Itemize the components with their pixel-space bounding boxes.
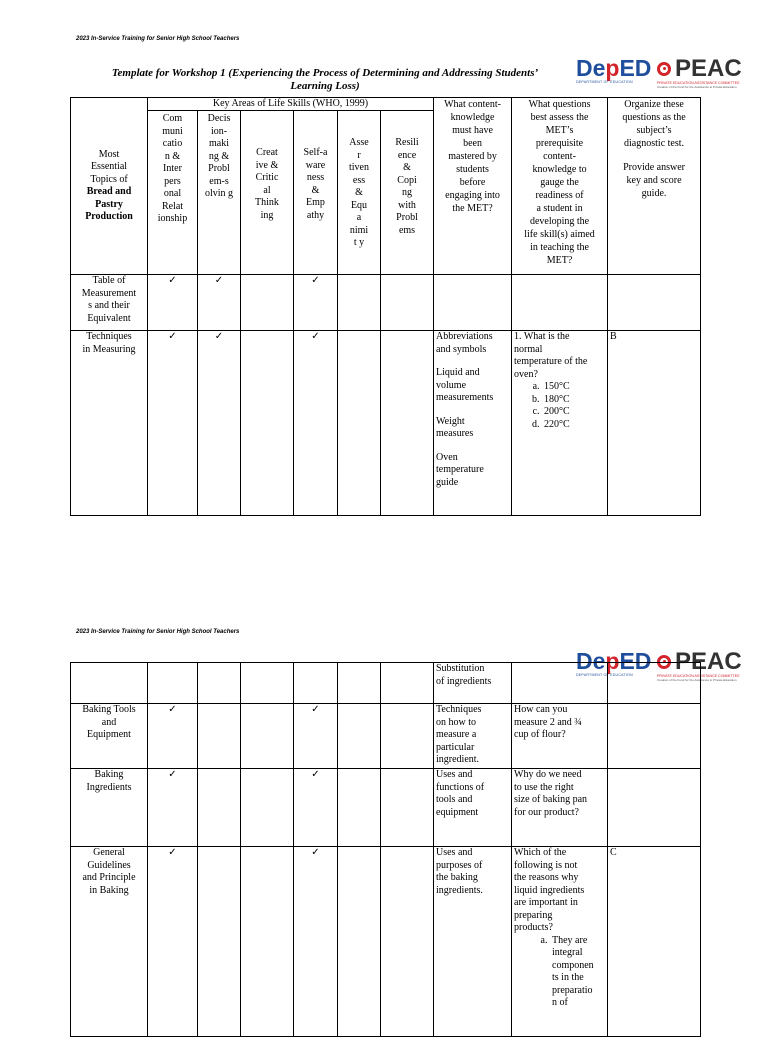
text-line: General [93,847,125,858]
check-mark-icon: ✓ [214,331,224,342]
text-line: size of baking pan [514,794,588,805]
text-line: What questions [528,99,591,110]
text-line: Com [162,113,183,124]
spacer [436,405,509,416]
check-cell-decision-making [198,847,241,1037]
question-cell [512,275,608,331]
text-line: MET? [546,255,573,266]
peac-mark-icon [657,62,671,76]
check-mark-icon: ✓ [168,704,177,715]
check-cell-assertiveness [338,275,381,331]
check-mark-icon: ✓ [168,275,177,286]
question-cell [512,769,608,847]
text-line: Why do we need [514,769,582,780]
check-cell-self-awareness [294,769,338,847]
option-item: c. 200°C [542,406,605,419]
text-line: been [463,138,482,149]
text-line: ng [402,187,413,198]
header-skill-resilience [381,111,434,275]
question-cell [512,331,608,516]
check-cell-communication [148,663,198,704]
title-line-1: Template for Workshop 1 (Experiencing the Process of Determining and Addressing Students’ [111,67,539,79]
text-line: r [357,149,361,161]
text-line: ess [352,174,366,186]
text-line: measurements [436,392,494,403]
content-knowledge-cell [434,275,512,331]
check-mark-icon: ✓ [311,331,320,342]
text-line: componen [552,959,594,971]
text-line: readiness of [535,190,584,201]
text-line: to use the right [514,781,574,793]
check-cell-decision-making [198,275,241,331]
text-line: & [311,184,320,196]
document-title [70,67,580,93]
text-line: oven? [514,368,538,380]
text-line: preparatio [552,984,593,996]
text-line: Baking [94,769,124,780]
answer-key-cell [608,663,701,704]
text-line: integral [552,947,583,958]
text-line: Equivalent [87,312,131,324]
text-line: equipment [436,806,479,818]
peac-logo: PEAC PRIVATE EDUCATION ASSISTANCE COMMITTEE Creation of the Fund for the Assistance to Private Education [657,55,742,89]
header-topics [71,98,148,275]
text-line: ng & [208,150,230,162]
text-line: and [101,716,117,728]
check-cell-creative-thinking [241,331,294,516]
check-cell-assertiveness [338,847,381,1037]
check-mark-icon: ✓ [311,769,320,780]
header-content-knowledge [434,98,512,275]
text-line: measure a [436,729,477,740]
spacer [610,150,698,161]
text-line: ems [398,224,416,236]
text-line: Techniques [436,704,482,715]
text-line: key and score [626,175,682,186]
question-cell [512,847,608,1037]
text-line: Resili [395,137,419,148]
text-line: content- [543,151,576,162]
header-organize [608,98,701,275]
text-line: must have [452,125,493,136]
text-line: ts in the [552,972,584,983]
content-knowledge-cell [434,847,512,1037]
text-line: olvin g [204,188,234,199]
text-line: pers [164,175,181,187]
text-line: muni [162,125,183,137]
text-line: Uses and [436,847,473,858]
text-line: for our product? [514,806,579,818]
text-line: Uses and [436,769,473,780]
text-line: catio [162,138,183,149]
life-skills-table-page1 [70,97,701,516]
check-mark-icon: ✓ [168,331,177,342]
text-line: Organize these [624,99,684,110]
text-line: knowledge to [532,164,587,175]
text-line: students [456,164,489,175]
text-line: ion- [210,125,228,137]
content-knowledge-cell [434,704,512,769]
text-line: and symbols [436,343,487,355]
text-line: Baking Tools [82,704,136,715]
text-line: before [459,177,486,188]
check-cell-resilience [381,769,434,847]
header-skill-decision-making [198,111,241,275]
text-line: prerequisite [535,138,584,149]
text-line: the baking [436,872,478,883]
content-knowledge-cell [434,769,512,847]
text-line: Abbreviations [436,331,493,342]
header-skill-assertiveness [338,111,381,275]
check-mark-icon: ✓ [311,275,320,286]
text-line: developing the [529,216,590,227]
check-cell-decision-making [198,769,241,847]
text-line: of ingredients [436,675,492,687]
text-line: liquid ingredients [514,884,585,896]
text-line: measures [436,428,474,439]
check-mark-icon: ✓ [311,847,320,858]
check-mark-icon: ✓ [214,275,224,286]
answer-key-cell: C [608,847,701,1037]
text-line: n & [164,150,181,162]
text-line: al [263,184,271,196]
text-line: Critic [255,172,279,183]
text-line: ence [397,149,417,161]
peac-logo-2: PEAC PRIVATE EDUCATION ASSISTANCE COMMITTEE Creation of the Fund for the Assistance to Private Education [657,648,742,682]
page-header-training-2: 2023 In-Service Training for Senior High School Teachers [76,629,240,635]
text-line: em-s [209,175,229,187]
text-line: Think [255,197,279,208]
answer-key-cell [608,769,701,847]
text-line: Essential [90,161,128,172]
text-line: mastered by [448,151,497,162]
text-line: Oven [436,451,458,463]
text-line: Probl [396,212,418,223]
spacer [436,441,509,452]
text-line: Topics of [90,173,128,185]
text-line: Most [98,148,120,160]
text-line: Weight [436,415,465,427]
text-line: ing [260,209,274,221]
text-line: Equipment [87,729,131,740]
text-line: Production [85,211,133,222]
check-cell-decision-making [198,663,241,704]
text-line: a. They are [552,934,588,946]
text-line: best assess the [530,112,589,123]
text-line: temperature [436,464,484,475]
text-line: Equ [350,199,368,211]
text-line: Guidelines [87,859,131,871]
text-line: gauge the [540,177,579,188]
topic-cell [71,847,148,1037]
check-cell-resilience [381,331,434,516]
text-line: the reasons why [514,872,579,883]
text-line: Copi [397,174,417,186]
text-line: MET’s [545,125,574,136]
check-cell-communication [148,275,198,331]
topic-cell [71,663,148,704]
text-line: & [355,187,363,198]
text-line: questions as the [622,112,686,123]
text-line: Liquid and [436,367,480,378]
text-line: maki [209,138,229,149]
check-cell-communication [148,847,198,1037]
deped-logo: DepED DEPARTMENT OF EDUCATION [576,55,652,84]
header-skill-creative-thinking [241,111,294,275]
text-line: volume [436,379,467,391]
text-line: Ingredients [86,781,132,793]
check-cell-self-awareness [294,331,338,516]
text-line: tools and [436,794,473,805]
header-skill-self-awareness [294,111,338,275]
text-line: on how to [436,716,476,728]
text-line: How can you [514,704,568,715]
text-line: and Principle [82,872,136,883]
check-cell-assertiveness [338,704,381,769]
text-line: in teaching the [530,242,589,253]
topic-cell [71,704,148,769]
text-line: ive & [255,159,279,171]
check-cell-creative-thinking [241,847,294,1037]
option-item: a. 150°C [542,381,605,394]
option-item: d. 220°C [542,419,605,432]
life-skills-table-page2 [70,662,701,1037]
text-line: particular [436,741,475,753]
check-cell-assertiveness [338,663,381,704]
question-cell [512,663,608,704]
page-header-training: 2023 In-Service Training for Senior High School Teachers [76,36,240,42]
check-mark-icon: ✓ [311,704,320,715]
text-line: ness [306,172,325,183]
text-line: Self-a [303,147,328,158]
text-line: ionship [157,213,188,224]
text-line: athy [306,209,325,221]
header-questions [512,98,608,275]
text-line: n of [552,997,568,1008]
option-item: b. 180°C [542,394,605,407]
text-line: Probl [208,163,230,174]
topic-cell [71,275,148,331]
text-line: Emp [306,197,325,208]
check-cell-resilience [381,847,434,1037]
content-knowledge-cell [434,331,512,516]
text-line: Measurement [81,287,137,299]
check-cell-self-awareness [294,275,338,331]
check-cell-resilience [381,704,434,769]
answer-key-cell [608,275,701,331]
check-cell-self-awareness [294,663,338,704]
text-line: guide. [641,188,667,199]
text-line: What content- [444,99,501,110]
text-line: ingredients. [436,884,483,896]
text-line: temperature of the [514,356,588,367]
text-line: s and their [88,300,130,311]
answer-key-cell: B [608,331,701,516]
check-cell-creative-thinking [241,663,294,704]
check-cell-self-awareness [294,704,338,769]
answer-options [514,935,605,1010]
text-line: products? [514,922,553,933]
text-line: subject’s [636,125,672,136]
check-cell-resilience [381,663,434,704]
text-line: in Baking [89,884,129,896]
text-line: Creat [256,147,278,158]
title-line-2: Learning Loss) [290,80,360,92]
question-cell [512,704,608,769]
text-line: in Measuring [82,343,136,355]
text-line: 1. What is the [514,331,570,342]
check-cell-assertiveness [338,769,381,847]
check-cell-decision-making [198,704,241,769]
check-cell-decision-making [198,331,241,516]
text-line: functions of [436,781,485,793]
text-line: following is not [514,859,578,871]
text-line: & [403,162,411,173]
text-line: purposes of [436,859,483,871]
text-line: with [398,199,416,211]
check-cell-assertiveness [338,331,381,516]
check-cell-communication [148,769,198,847]
text-line: ware [305,159,326,171]
text-line: Pastry [95,198,123,210]
text-line: measure 2 and ¾ [514,716,582,728]
deped-logo-2: DepED DEPARTMENT OF EDUCATION [576,648,652,677]
topic-cell [71,769,148,847]
answer-options [514,381,605,431]
text-line: a student in [536,203,583,214]
text-line: ingredient. [436,754,480,765]
text-line: nimi [349,224,369,236]
text-line: Substitution [436,663,485,674]
text-line: engaging into [445,190,500,201]
text-line: guide [436,476,459,488]
text-line: Inter [163,163,182,174]
spacer [436,356,509,367]
check-cell-creative-thinking [241,704,294,769]
text-line: diagnostic test. [624,138,685,149]
content-knowledge-cell [434,663,512,704]
text-line: Provide answer [623,162,685,173]
text-line: a [356,212,362,223]
text-line: t y [353,237,365,248]
answer-key-cell [608,704,701,769]
check-cell-resilience [381,275,434,331]
check-mark-icon: ✓ [168,847,177,858]
text-line: Asse [349,137,369,148]
text-line: Bread and [86,186,132,197]
text-line: Decis [207,113,231,124]
header-skill-communication [148,111,198,275]
text-line: Which of the [514,847,567,858]
check-cell-communication [148,331,198,516]
text-line: knowledge [450,112,495,123]
header-key-areas: Key Areas of Life Skills (WHO, 1999) [148,98,434,111]
text-line: tiven [349,162,369,173]
check-mark-icon: ✓ [168,769,177,780]
check-cell-creative-thinking [241,769,294,847]
check-cell-creative-thinking [241,275,294,331]
text-line: normal [514,343,543,355]
text-line: Techniques [86,331,132,342]
text-line: Table of [92,275,126,286]
text-line: Relat [161,200,184,212]
text-line: preparing [514,909,553,921]
option-item [550,935,605,1010]
text-line: onal [163,188,182,199]
text-line: life skill(s) aimed [524,229,595,240]
text-line: cup of flour? [514,729,566,740]
text-line: the MET? [452,203,493,214]
text-line: are important in [514,897,578,908]
check-cell-communication [148,704,198,769]
topic-cell [71,331,148,516]
check-cell-self-awareness [294,847,338,1037]
